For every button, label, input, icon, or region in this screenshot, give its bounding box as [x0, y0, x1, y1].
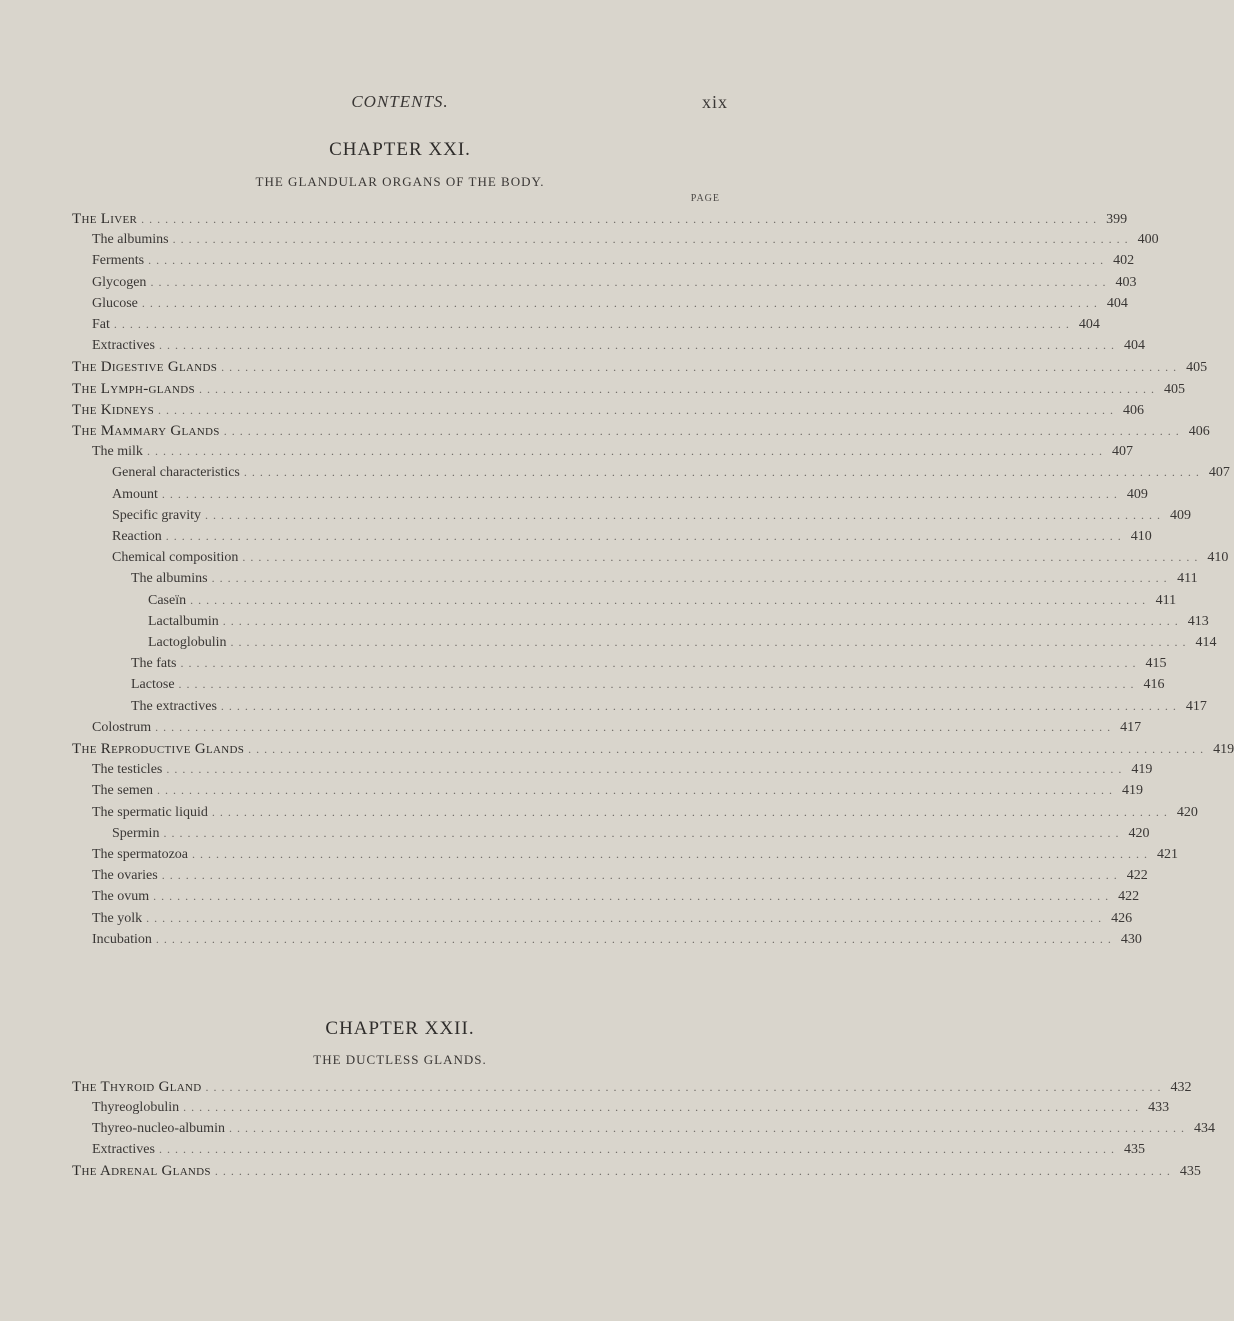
toc-entry-page: 426 [1111, 910, 1133, 926]
dot-leader: ........................................................................................................................ [222, 613, 1183, 628]
toc-entry-label: Glucose [92, 295, 138, 311]
dot-leader: ........................................................................................................................ [157, 783, 1118, 798]
toc-entry [112, 507, 1192, 528]
dot-leader: ........................................................................................................................ [214, 1164, 1175, 1178]
toc-entry-label: Fat [92, 317, 110, 332]
toc-entry-label: The testicles [92, 762, 163, 778]
toc-entry-label: Reaction [112, 529, 162, 544]
toc-entry-page: 435 [1123, 1142, 1145, 1157]
dot-leader: ........................................................................................................................ [230, 635, 1191, 649]
toc-entry [112, 825, 1150, 846]
toc-entry-page: 433 [1148, 1100, 1170, 1115]
toc-entry [131, 698, 1207, 719]
toc-entry-page: 405 [1186, 360, 1208, 376]
toc-entry [72, 423, 1210, 443]
toc-entry [92, 1121, 1215, 1141]
toc-entry [148, 592, 1177, 613]
toc-entry [131, 571, 1198, 591]
dot-leader: ........................................................................................................................ [220, 698, 1181, 713]
dot-leader: ........................................................................................................................ [242, 550, 1203, 565]
toc-entry-label: Thyreo-nucleo-albumin [92, 1121, 225, 1136]
toc-entry-label: The spermatic liquid [92, 804, 208, 820]
toc-entry-page: 432 [1170, 1080, 1192, 1095]
toc-entry-page: 417 [1120, 719, 1142, 735]
chapter-21-subtitle: THE GLANDULAR ORGANS OF THE BODY. [255, 174, 545, 189]
toc-entry-page: 420 [1176, 804, 1198, 820]
toc-entry-page: 434 [1193, 1121, 1215, 1136]
dot-leader: ........................................................................................................................ [183, 1100, 1144, 1114]
toc-entry [92, 719, 1142, 740]
toc-entry-label: The Mammary Glands [72, 423, 220, 439]
toc-entry-label: Glycogen [92, 274, 147, 290]
toc-entry [92, 253, 1135, 273]
toc-entry-page: 407 [1111, 444, 1133, 460]
toc-entry [92, 274, 1137, 295]
dot-leader: ........................................................................................................................ [163, 825, 1124, 840]
toc-entry [92, 1142, 1145, 1162]
toc-entry-label: Spermin [112, 825, 160, 841]
dot-leader: ........................................................................................................................ [192, 847, 1153, 861]
toc-entry-page: 404 [1123, 338, 1145, 354]
toc-entry-page: 422 [1118, 889, 1140, 905]
toc-entry-label: The Reproductive Glands [72, 741, 245, 757]
dot-leader: ........................................................................................................................ [146, 910, 1107, 925]
toc-entry-page: 409 [1126, 486, 1148, 502]
toc-entry [72, 741, 1234, 761]
toc-entry-label: Caseïn [148, 592, 187, 608]
chapter-22-heading: CHAPTER XXII. [325, 1018, 475, 1039]
toc-entry [92, 444, 1133, 464]
toc-entry-label: The yolk [92, 910, 143, 926]
toc-entry [92, 232, 1159, 252]
dot-leader: ........................................................................................................................ [155, 931, 1116, 946]
toc-entry [148, 613, 1209, 634]
toc-entry [92, 295, 1128, 316]
toc-entry-page: 406 [1123, 402, 1145, 418]
toc-entry [92, 868, 1148, 888]
chapter-22-subtitle: THE DUCTLESS GLANDS. [313, 1052, 487, 1067]
toc-entry-label: Incubation [92, 931, 152, 947]
dot-leader: ........................................................................................................................ [205, 507, 1166, 522]
dot-leader: ........................................................................................................................ [211, 571, 1172, 586]
running-head [0, 92, 800, 116]
toc-entry-page: 411 [1177, 571, 1198, 587]
toc-entry-label: The spermatozoa [92, 847, 189, 862]
toc-entry-page: 400 [1137, 232, 1159, 248]
toc-entry-label: The milk [92, 444, 143, 460]
dot-leader: ........................................................................................................................ [198, 381, 1159, 396]
toc-entry-page: 411 [1155, 592, 1177, 608]
toc-entry-page: 435 [1179, 1164, 1201, 1179]
toc-entry-page: 405 [1163, 381, 1185, 397]
toc-entry-label: The Lymph-glands [72, 380, 195, 397]
toc-entry-page: 399 [1106, 212, 1128, 227]
toc-entry-page: 404 [1078, 317, 1100, 332]
toc-entry-label: The fats [131, 656, 177, 672]
dot-leader: ........................................................................................................................ [141, 295, 1102, 310]
dot-leader: ........................................................................................................................ [211, 804, 1172, 819]
toc-entry [72, 1163, 1201, 1183]
toc-entry [72, 380, 1185, 401]
toc-entry [72, 401, 1145, 422]
dot-leader: ........................................................................................................................ [223, 424, 1184, 438]
toc-entry-label: Lactalbumin [148, 613, 219, 629]
toc-entry [92, 847, 1179, 867]
dot-leader: ........................................................................................................................ [248, 742, 1209, 756]
toc-entry-label: The Kidneys [72, 401, 155, 418]
toc-entry-label: Amount [112, 486, 158, 502]
toc-entry-label: The albumins [131, 571, 208, 587]
toc-entry [131, 656, 1167, 676]
dot-leader: ........................................................................................................................ [221, 360, 1182, 375]
toc-entry [72, 359, 1208, 379]
toc-entry-page: 406 [1188, 424, 1210, 439]
dot-leader: ........................................................................................................................ [190, 592, 1151, 607]
dot-leader: ........................................................................................................................ [172, 232, 1133, 247]
page-number: xix [701, 92, 728, 112]
dot-leader: ........................................................................................................................ [148, 253, 1109, 268]
dot-leader: ........................................................................................................................ [166, 762, 1127, 777]
dot-leader: ........................................................................................................................ [180, 656, 1141, 671]
toc-entry-page: 413 [1187, 613, 1209, 629]
toc-entry-page: 419 [1122, 783, 1144, 799]
toc-entry [112, 529, 1152, 549]
toc-entry [92, 910, 1133, 931]
dot-leader: ........................................................................................................................ [228, 1121, 1189, 1135]
dot-leader: ........................................................................................................................ [150, 274, 1111, 289]
toc-entry-label: The ovaries [92, 868, 158, 884]
toc-entry-label: The semen [92, 783, 154, 799]
toc-entry [92, 783, 1144, 803]
toc-entry [112, 465, 1230, 485]
dot-leader: ........................................................................................................................ [161, 868, 1122, 883]
toc-entry-label: Lactoglobulin [148, 635, 227, 650]
toc-entry [92, 1100, 1170, 1120]
toc-entry-page: 410 [1207, 550, 1229, 566]
toc-entry-label: The ovum [92, 889, 150, 905]
toc-entry-label: The albumins [92, 232, 169, 248]
toc-entry-page: 420 [1128, 825, 1150, 841]
toc-entry [112, 486, 1148, 507]
chapter-21-heading: CHAPTER XXI. [329, 139, 471, 160]
toc-entry-label: Extractives [92, 1142, 155, 1157]
toc-entry [92, 804, 1198, 825]
toc-entry-label: Thyreoglobulin [92, 1100, 180, 1115]
dot-leader: ........................................................................................................................ [153, 889, 1114, 904]
toc-entry-page: 417 [1185, 698, 1207, 714]
toc-entry-page: 403 [1115, 274, 1137, 290]
dot-leader: ........................................................................................................................ [158, 338, 1119, 353]
toc-entry [92, 889, 1140, 909]
toc-entry-label: Ferments [92, 253, 145, 269]
toc-entry-page: 430 [1120, 931, 1142, 947]
toc-entry-label: The extractives [131, 698, 217, 714]
toc-entry-page: 410 [1130, 529, 1152, 544]
dot-leader: ........................................................................................................................ [205, 1080, 1166, 1094]
toc-entry [148, 635, 1217, 655]
toc-entry-page: 422 [1126, 868, 1148, 884]
toc-entry [112, 550, 1229, 570]
dot-leader: ........................................................................................................................ [178, 677, 1139, 692]
toc-entry-label: The Liver [72, 211, 138, 227]
dot-leader: ........................................................................................................................ [155, 719, 1116, 734]
dot-leader: ........................................................................................................................ [113, 317, 1074, 331]
dot-leader: ........................................................................................................................ [165, 529, 1126, 543]
toc-entry-page: 419 [1131, 762, 1153, 778]
running-head-title: CONTENTS. [351, 92, 449, 111]
toc-entry-label: The Adrenal Glands [72, 1163, 211, 1179]
toc-entry-label: Colostrum [92, 719, 152, 735]
toc-entry-label: Extractives [92, 338, 155, 354]
toc-entry [92, 317, 1100, 337]
page-column-label: PAGE [690, 193, 720, 204]
toc-entry [92, 762, 1153, 782]
toc-entry [92, 338, 1145, 358]
dot-leader: ........................................................................................................................ [161, 486, 1122, 501]
dot-leader: ........................................................................................................................ [243, 465, 1204, 480]
toc-entry-label: Specific gravity [112, 507, 202, 523]
toc-entry-page: 414 [1195, 635, 1217, 650]
dot-leader: ........................................................................................................................ [158, 402, 1119, 417]
toc-entry-label: Chemical composition [112, 550, 239, 566]
toc-entry-page: 404 [1106, 295, 1128, 311]
dot-leader: ........................................................................................................................ [141, 212, 1102, 226]
toc-entry-label: The Digestive Glands [72, 359, 218, 376]
toc-entry [72, 1079, 1192, 1099]
toc-entry [92, 931, 1142, 952]
toc-entry-label: General characteristics [112, 465, 240, 481]
toc-entry-label: Lactose [131, 677, 175, 693]
toc-entry-page: 421 [1157, 847, 1179, 862]
dot-leader: ........................................................................................................................ [158, 1142, 1119, 1156]
toc-entry-page: 407 [1208, 465, 1230, 481]
dot-leader: ........................................................................................................................ [146, 444, 1107, 459]
toc-entry-page: 409 [1170, 507, 1192, 523]
toc-entry-label: The Thyroid Gland [72, 1079, 202, 1095]
toc-entry [131, 677, 1165, 697]
toc-entry-page: 416 [1143, 677, 1165, 693]
toc-entry-page: 402 [1113, 253, 1135, 269]
toc-entry-page: 419 [1213, 742, 1234, 757]
toc-entry-page: 415 [1145, 656, 1167, 672]
toc-entry [72, 211, 1128, 231]
